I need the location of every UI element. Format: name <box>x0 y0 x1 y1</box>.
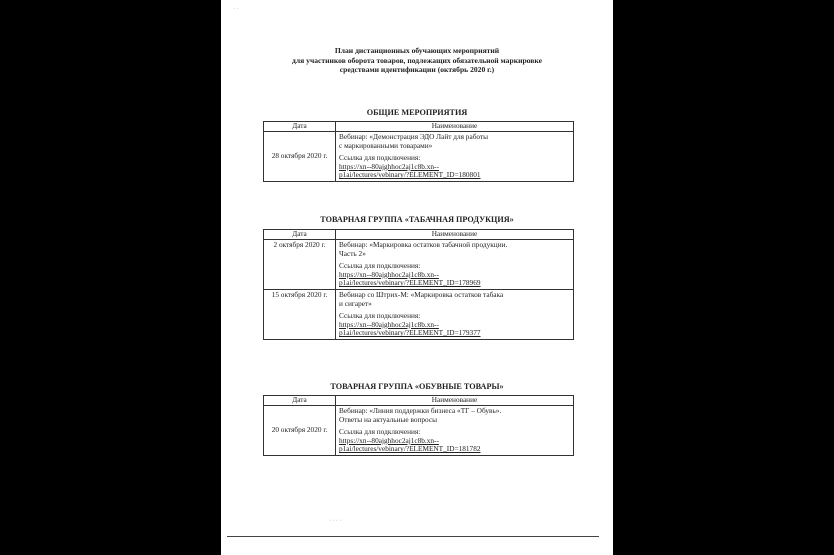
schedule-table-footwear <box>263 395 574 456</box>
webinar-link[interactable]: https://xn--80ajghhoc2aj1c8b.xn-- <box>339 319 439 329</box>
event-title-line: Вебинар: «Демонстрация ЭДО Лайт для работы <box>339 132 489 141</box>
header-line-3: средствами идентификации (октябрь 2020 г.) <box>339 65 495 75</box>
section-title-tobacco: ТОВАРНАЯ ГРУППА «ТАБАЧНАЯ ПРОДУКЦИЯ» <box>320 215 514 224</box>
event-title-line: Ответы на актуальные вопросы <box>339 414 438 424</box>
table-row <box>264 406 574 456</box>
document-page <box>221 0 613 555</box>
event-date: 28 октября 2020 г. <box>264 132 336 182</box>
event-cell <box>336 240 574 290</box>
column-header-date: Дата <box>264 396 336 406</box>
column-header-date: Дата <box>264 230 336 240</box>
webinar-link[interactable]: p1ai/lectures/vebinary/?ELEMENT_ID=181782 <box>339 444 481 454</box>
event-cell <box>336 289 574 339</box>
event-title-line: с маркированными товарами» <box>339 140 433 150</box>
table-row <box>264 240 574 290</box>
table-header-row <box>264 396 574 406</box>
link-label: Ссылка для подключения: <box>339 153 421 163</box>
page-bottom-rule <box>227 536 599 537</box>
link-label: Ссылка для подключения: <box>339 261 421 271</box>
schedule-table-general <box>263 121 574 182</box>
webinar-link[interactable]: https://xn--80ajghhoc2aj1c8b.xn-- <box>339 435 439 445</box>
event-cell <box>336 132 574 182</box>
column-header-date: Дата <box>264 122 336 132</box>
header-line-2: для участников оборота товаров, подлежащих обязательной маркировке <box>292 55 542 65</box>
webinar-link[interactable]: p1ai/lectures/vebinary/?ELEMENT_ID=178969 <box>339 278 481 288</box>
section-title-footwear: ТОВАРНАЯ ГРУППА «ОБУВНЫЕ ТОВАРЫ» <box>330 382 504 391</box>
table-row <box>264 132 574 182</box>
event-title-line: Вебинар со Штрих-М: «Маркировка остатков табака <box>339 289 504 299</box>
event-date: 20 октября 2020 г. <box>264 406 336 456</box>
column-header-name: Наименование <box>336 230 574 240</box>
webinar-link[interactable]: https://xn--80ajghhoc2aj1c8b.xn-- <box>339 161 439 171</box>
table-header-row <box>264 122 574 132</box>
webinar-link[interactable]: p1ai/lectures/vebinary/?ELEMENT_ID=179377 <box>339 328 481 338</box>
event-date: 2 октября 2020 г. <box>264 240 336 290</box>
event-title-line: Вебинар: «Маркировка остатков табачной продукции. <box>339 240 508 249</box>
scan-speck: · · · · <box>329 518 342 524</box>
event-title-line: Часть 2» <box>339 248 366 258</box>
document-header <box>221 46 613 75</box>
event-title-line: и сигарет» <box>339 298 372 308</box>
column-header-name: Наименование <box>336 122 574 132</box>
event-cell <box>336 406 574 456</box>
scan-speck: ˙ ˙ <box>233 8 239 14</box>
event-title-line: Вебинар: «Линия поддержки бизнеса «ТГ – Обувь». <box>339 406 502 415</box>
header-line-1: План дистанционных обучающих мероприятий <box>334 46 500 55</box>
column-header-name: Наименование <box>336 396 574 406</box>
webinar-link[interactable]: https://xn--80ajghhoc2aj1c8b.xn-- <box>339 269 439 279</box>
table-row <box>264 289 574 339</box>
section-title-general: ОБЩИЕ МЕРОПРИЯТИЯ <box>366 108 468 117</box>
table-header-row <box>264 230 574 240</box>
link-label: Ссылка для подключения: <box>339 427 421 437</box>
event-date: 15 октября 2020 г. <box>264 289 336 339</box>
link-label: Ссылка для подключения: <box>339 311 421 321</box>
webinar-link[interactable]: p1ai/lectures/vebinary/?ELEMENT_ID=180801 <box>339 170 481 180</box>
schedule-table-tobacco <box>263 229 574 340</box>
